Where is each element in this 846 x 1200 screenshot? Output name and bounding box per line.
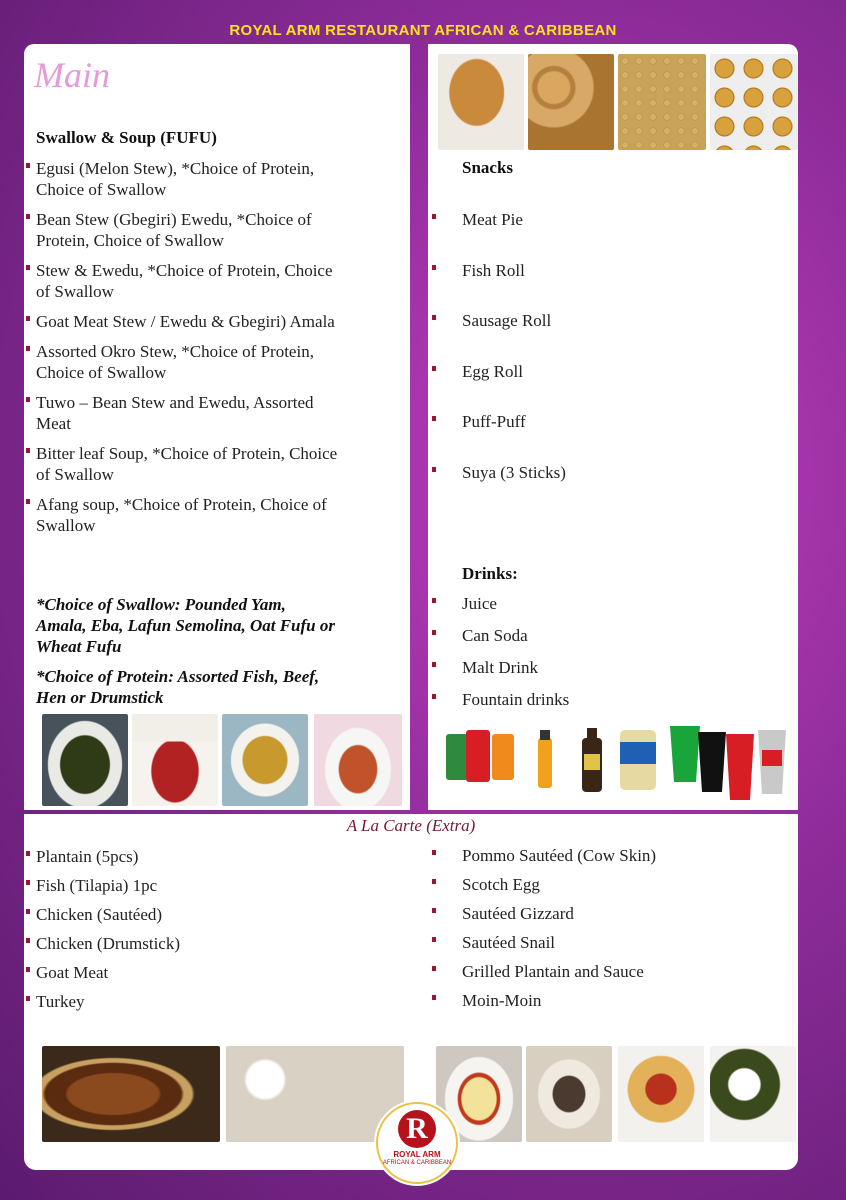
list-item: Bean Stew (Gbegiri) Ewedu, *Choice of Protein, Choice of Swallow [24, 209, 346, 251]
snacks-drinks-panel: Snacks Meat Pie Fish Roll Sausage Roll Egg Roll Puff-Puff Suya (3 Sticks) Drinks: Juice Can Soda Malt Drink Fountain drinks [428, 44, 798, 810]
drinks-heading: Drinks: [462, 564, 518, 583]
bullet-icon [432, 366, 436, 371]
list-item: Plantain (5pcs) [24, 846, 384, 867]
food-photo-puff-puff [710, 54, 798, 150]
bullet-icon [432, 937, 436, 942]
swallow-choice-note: *Choice of Swallow: Pounded Yam, Amala, Eba, Lafun Semolina, Oat Fufu or Wheat Fufu [36, 595, 335, 656]
list-item: Bitter leaf Soup, *Choice of Protein, Choice of Swallow [24, 443, 346, 485]
bullet-icon [26, 909, 30, 914]
bullet-icon [26, 938, 30, 943]
bullet-icon [26, 996, 30, 1001]
bullet-icon [432, 966, 436, 971]
food-photo-meat-pie [528, 54, 614, 150]
bullet-icon [26, 499, 30, 504]
restaurant-header: ROYAL ARM RESTAURANT AFRICAN & CARIBBEAN [229, 22, 617, 39]
bullet-icon [26, 214, 30, 219]
bullet-icon [26, 967, 30, 972]
food-photo-chinchin [618, 54, 706, 150]
protein-choice-note: *Choice of Protein: Assorted Fish, Beef, Hen or Drumstick [36, 667, 320, 707]
main-title: Main [34, 55, 110, 95]
logo-letter: R [398, 1110, 436, 1148]
list-item: Egusi (Melon Stew), *Choice of Protein, Choice of Swallow [24, 158, 346, 200]
main-menu-panel [24, 44, 410, 810]
restaurant-logo [376, 1102, 458, 1184]
bullet-icon [432, 662, 436, 667]
food-photo-greens [42, 714, 128, 806]
bullet-icon [26, 265, 30, 270]
bullet-icon [432, 694, 436, 699]
bullet-icon [432, 995, 436, 1000]
bullet-icon [26, 346, 30, 351]
bullet-icon [432, 850, 436, 855]
swallow-soup-heading: Swallow & Soup (FUFU) [36, 128, 217, 147]
bullet-icon [432, 879, 436, 884]
logo-name: ROYAL ARM [393, 1150, 441, 1159]
list-item: Stew & Ewedu, *Choice of Protein, Choice of Swallow [24, 260, 346, 302]
bullet-icon [26, 316, 30, 321]
snacks-heading: Snacks [462, 158, 514, 177]
bullet-icon [26, 397, 30, 402]
bullet-icon [432, 265, 436, 270]
a-la-carte-left-list [24, 846, 384, 1020]
list-item: Turkey [24, 991, 384, 1012]
bullet-icon [432, 214, 436, 219]
list-item: Afang soup, *Choice of Protein, Choice of Swallow [24, 494, 346, 536]
food-photo-stew [132, 714, 218, 806]
a-la-carte-heading: A La Carte (Extra) [346, 816, 476, 835]
bullet-icon [432, 630, 436, 635]
list-item: Assorted Okro Stew, *Choice of Protein, Choice of Swallow [24, 341, 346, 383]
food-photo-fufu-greens [710, 1046, 796, 1142]
bullet-icon [432, 467, 436, 472]
bullet-icon [26, 851, 30, 856]
list-item: Goat Meat [24, 962, 384, 983]
list-item: Chicken (Sautéed) [24, 904, 384, 925]
list-item: Tuwo – Bean Stew and Ewedu, Assorted Meat [24, 392, 346, 434]
main-items-list [24, 158, 346, 545]
a-la-carte-panel: A La Carte (Extra) Plantain (5pcs) Fish (Tilapia) 1pc Chicken (Sautéed) Chicken (Drumstick) Goat Meat Turkey Pommo Sautéed (Cow Skin) Scotch Egg Sautéed Gizzard Sautéed Snail Grilled Plantain and Sauce Moin-Moin R ROYAL ARM AFRICAN & CARIBBEAN [24, 814, 798, 1170]
bullet-icon [432, 416, 436, 421]
food-photo-rice-beef [526, 1046, 612, 1142]
food-photo-grilled-fish [42, 1046, 220, 1142]
list-item: Chicken (Drumstick) [24, 933, 384, 954]
bullet-icon [26, 880, 30, 885]
drinks-photo [442, 720, 794, 804]
list-item: Fish (Tilapia) 1pc [24, 875, 384, 896]
bullet-icon [26, 448, 30, 453]
bullet-icon [26, 163, 30, 168]
bullet-icon [432, 598, 436, 603]
food-photo-pasta [226, 1046, 404, 1142]
bullet-icon [432, 908, 436, 913]
bullet-icon [432, 315, 436, 320]
logo-subtitle: AFRICAN & CARIBBEAN [382, 1160, 452, 1166]
food-photo-spaghetti [618, 1046, 704, 1142]
food-photo-curry [222, 714, 308, 806]
list-item: Goat Meat Stew / Ewedu & Gbegiri) Amala [24, 311, 346, 332]
food-photo-soup-bowl [314, 714, 402, 806]
food-photo-fish-roll [438, 54, 524, 150]
